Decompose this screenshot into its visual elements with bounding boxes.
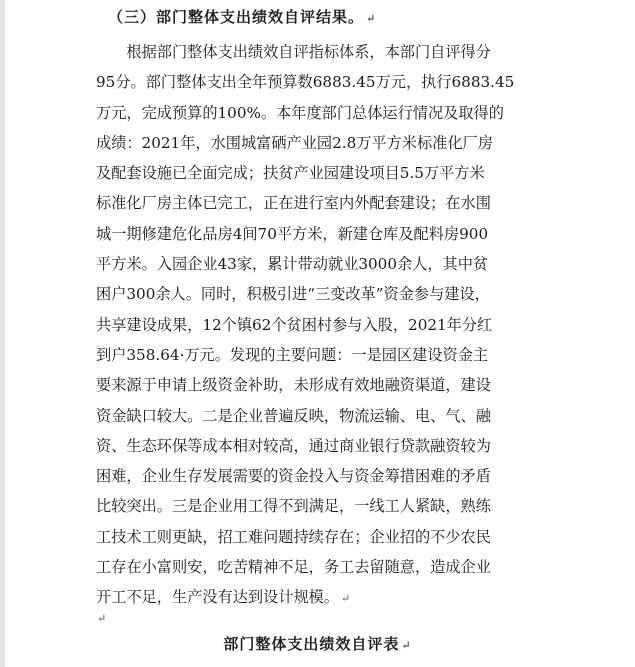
- body-line: [96, 128, 552, 158]
- body-line: [96, 249, 552, 279]
- body-line-text: 根据部门整体支出绩效自评指标体系，本部门自评得分: [96, 43, 491, 61]
- paragraph-mark-icon: ↵: [341, 592, 351, 606]
- section-heading-text: （三）部门整体支出绩效自评结果。: [108, 8, 365, 26]
- body-line: [96, 158, 552, 188]
- body-line-text: 共享建设成果，12个镇62个贫困村参与入股，2021年分红: [96, 315, 493, 334]
- body-line-text: 万元，完成预算的100%。本年度部门总体运行情况及取得的: [96, 103, 504, 122]
- body-line-text: 及配套设施已全面完成；扶贫产业园建设项目5.5万平方米: [96, 164, 485, 183]
- body-line: [96, 340, 552, 370]
- paragraph-mark-icon: ↵: [401, 639, 412, 652]
- body-line: [96, 37, 552, 67]
- paragraph-mark-icon: ↵: [366, 12, 377, 25]
- body-line-text: 比较突出。三是企业用工得不到满足，一线工人紧缺，熟练: [96, 497, 491, 516]
- body-line: [96, 431, 552, 461]
- body-line-text: 平方米。入园企业43家，累计带动就业3000余人，其中贫: [96, 255, 489, 274]
- body-line-text: 开工不足，生产没有达到设计规模。: [96, 588, 339, 607]
- body-line: [96, 279, 552, 309]
- body-line: [96, 370, 552, 400]
- body-line: [96, 188, 552, 218]
- body-line-text: 资、生态环保等成本相对较高，通过商业银行贷款融资较为: [96, 436, 491, 455]
- body-line-text: 标准化厂房主体已完工，正在进行室内外配套建设；在水围: [96, 194, 491, 213]
- body-line: [96, 310, 552, 340]
- table-title: [0, 633, 635, 654]
- body-line-text: 困难，企业生存发展需要的资金投入与资金筹措困难的矛盾: [96, 467, 491, 486]
- body-line: [96, 582, 552, 612]
- body-line: [96, 461, 552, 491]
- body-line: [96, 98, 552, 128]
- section-heading: [108, 6, 376, 28]
- body-line-text: 资金缺口较大。二是企业普遍反映，物流运输、电、气、融: [96, 406, 491, 425]
- body-line: [96, 219, 552, 249]
- body-line: [96, 401, 552, 431]
- body-line-text: 到户358.64·万元。发现的主要问题：一是园区建设资金主: [96, 345, 489, 364]
- body-line-text: 困户300余人。同时，积极引进“三变改革”资金参与建设，: [96, 285, 490, 304]
- body-line-text: 要来源于申请上级资金补助，未形成有效地融资渠道，建设: [96, 376, 491, 395]
- table-title-text: 部门整体支出绩效自评表: [223, 635, 400, 653]
- body-line: [96, 491, 552, 521]
- body-line-text: 城一期修建危化品房4间70平方米，新建仓库及配料房900: [96, 224, 489, 243]
- left-margin-bar: [0, 0, 5, 667]
- body-line: [96, 67, 552, 97]
- body-line-text: 95分。部门整体支出全年预算数6883.45万元，执行6883.45: [96, 73, 515, 92]
- body-line: [96, 552, 552, 582]
- body-line-text: 工存在小富则安，吃苦精神不足，务工去留随意，造成企业: [96, 558, 491, 577]
- body-line: [96, 522, 552, 552]
- body-line-text: 工技术工则更缺，招工难问题持续存在；企业招的不少农民: [96, 527, 491, 546]
- empty-paragraph-mark-icon: ↵: [97, 612, 107, 625]
- body-paragraph: [96, 37, 552, 613]
- body-line-text: 成绩：2021年，水围城富硒产业园2.8万平方米标准化厂房: [96, 133, 493, 152]
